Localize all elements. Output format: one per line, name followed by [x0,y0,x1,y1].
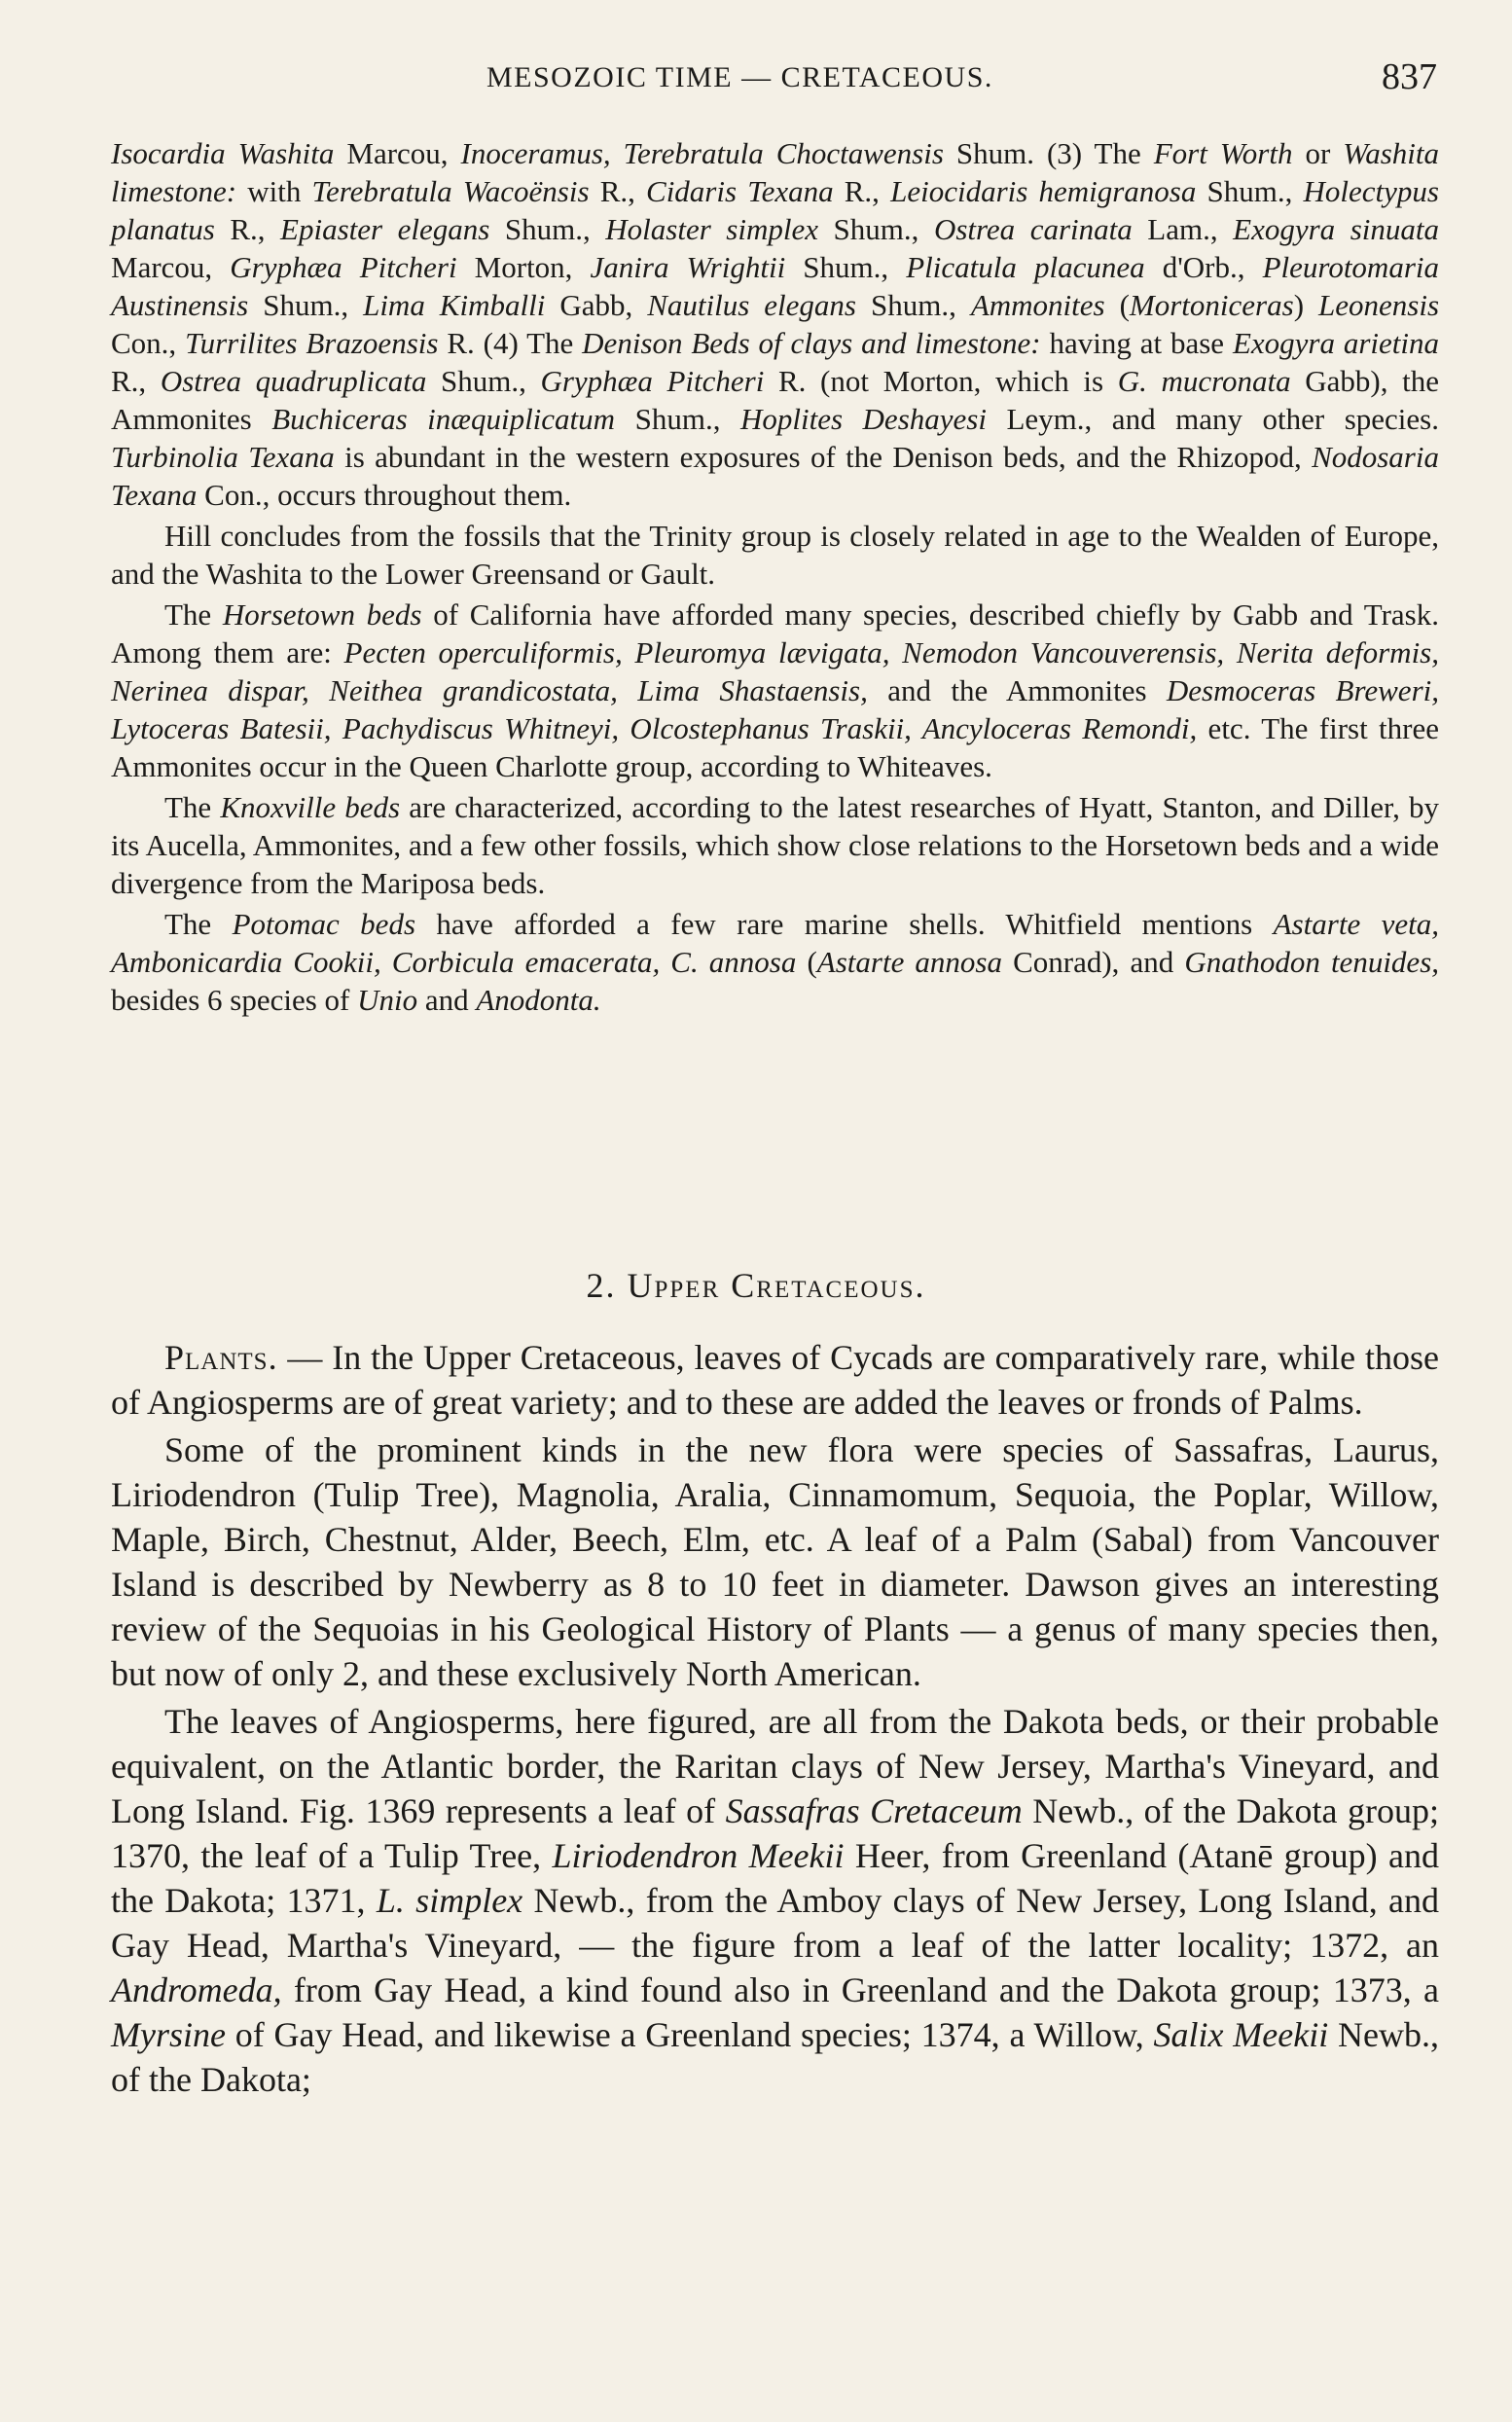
text-run: — In the Upper Cretaceous, leaves of Cycads are comparatively rare, while those of Angiosperms are of great variety; and to these are added the leaves or fronds of Palms. [111,1338,1439,1422]
italic-text: Hoplites Deshayesi [739,402,987,436]
text-run: Shum., [426,364,541,398]
upper-cretaceous-text [111,1335,1439,2102]
text-run: R., [111,364,161,398]
paragraph-body [111,1338,1439,1422]
italic-text: Holaster simplex [605,212,818,246]
text-run: The [164,790,221,824]
italic-text: Gnathodon tenuides, [1184,945,1440,979]
paragraph-lead: Plants. [164,1338,278,1377]
paragraph [111,1335,1439,1425]
italic-text: Knoxville beds [220,790,401,824]
paragraph [111,1428,1439,1696]
text-run: Shum., [248,288,364,322]
text-run: with [236,174,312,208]
italic-text: L. simplex [376,1881,523,1920]
text-run: of California have afforded many species, described chiefly by Gabb and Trask. Among them are: [111,597,1439,669]
italic-text: Horsetown beds [222,597,422,632]
text-run: and [417,983,477,1017]
italic-text: Astarte veta, Ambonicardia Cookii, Corbicula emacerata, C. annosa [111,907,1439,979]
text-run: Some of the prominent kinds in the new flora were species of Sassafras, Laurus, Liriodendron (Tulip Tree), Magnolia, Aralia, Cinnamomum, Sequoia, the Poplar, Willow, Maple, Birch, Chestnut, Alder, Beech, Elm, etc. A leaf of a Palm (Sabal) from Vancouver Island is described by Newberry as 8 to 10 feet in diameter. Dawson gives an interesting review of the Sequoias in his Geological History of Plants — a genus of many species then, but now of only 2, and these exclusively North American. [111,1430,1439,1693]
italic-text: Janira Wrightii [590,250,786,284]
italic-text: Desmoceras Breweri, Lytoceras Batesii, Pachydiscus Whitneyi, Olcostephanus Traskii, Ancyloceras Remondi, [111,673,1439,745]
lower-cretaceous-text [111,134,1439,1019]
text-run: Morton, [456,250,591,284]
page-number: 837 [1382,56,1437,97]
italic-text: Exogyra sinuata [1233,212,1439,246]
italic-text: Mortoniceras [1129,288,1294,322]
italic-text: Washita limestone: [111,136,1440,208]
text-run: is abundant in the western exposures of the Denison beds, and the Rhizopod, [334,440,1313,474]
text-run: The [164,907,233,941]
text-run: ( [796,945,817,979]
text-run: Shum. (3) The [943,136,1154,170]
italic-text: Isocardia Washita [111,136,335,170]
text-run: Shum., [615,402,740,436]
italic-text: Terebratula Wacoënsis [311,174,590,208]
text-run: Gabb, [545,288,648,322]
italic-text: Pecten operculiformis, Pleuromya lævigata, Nemodon Vancouverensis, Nerita deformis, Nerinea dispar, Neithea grandicostata, Lima Shastaensis, [111,635,1439,707]
italic-text: Holectypus planatus [111,174,1439,246]
italic-text: Pleurotomaria Austinensis [111,250,1439,322]
text-run: Newb., of the Dakota; [111,2015,1439,2099]
italic-text: Gryphæa Pitcheri [540,364,765,398]
italic-text: Liriodendron Meekii [552,1836,845,1875]
text-run: R. (not Morton, which is [764,364,1118,398]
text-run: have afforded a few rare marine shells. Whitfield mentions [415,907,1274,941]
italic-text: Leonensis [1318,288,1440,322]
italic-text: Exogyra arietina [1232,326,1439,360]
running-head: MESOZOIC TIME — CRETACEOUS. [486,61,993,93]
text-run: Conrad), and [1002,945,1185,979]
italic-text: Salix Meekii [1153,2015,1329,2054]
italic-text: Inoceramus, Terebratula Choctawensis [460,136,944,170]
text-run: Hill concludes from the fossils that the Trinity group is closely related in age to the Wealden of Europe, and the Washita to the Lower Greensand or Gault. [111,519,1439,591]
italic-text: Fort Worth [1153,136,1293,170]
text-run: Newb., from the Amboy clays of New Jersey, Long Island, and Gay Head, Martha's Vineyard, — the figure from a leaf of the latter locality; 1372, an [111,1881,1439,1965]
paragraph [111,517,1439,593]
text-run: The leaves of Angiosperms, here figured, are all from the Dakota beds, or their probable equivalent, on the Atlantic border, the Raritan clays of New Jersey, Martha's Vineyard, and Long Island. Fig. 1369 represents a leaf of [111,1702,1439,1830]
text-run: d'Orb., [1144,250,1263,284]
paragraph [111,134,1439,514]
italic-text: Buchiceras inæquiplicatum [271,402,616,436]
italic-text: Andromeda, [111,1970,282,2009]
text-run: Con., occurs throughout them. [197,478,572,512]
italic-text: Anodonta. [476,983,601,1017]
italic-text: G. mucronata [1117,364,1291,398]
text-run: ) [1293,288,1319,322]
text-run: Shum., [785,250,907,284]
text-run: having at base [1040,326,1233,360]
page-header [0,54,1512,112]
text-run: or [1292,136,1344,170]
italic-text: Unio [357,983,418,1017]
text-run: besides 6 species of [111,983,358,1017]
text-run: Marcou, [334,136,461,170]
italic-text: Nodosaria Texana [111,440,1439,512]
text-run: R., [589,174,647,208]
italic-text: Cidaris Texana [646,174,834,208]
text-run: Leym., and many other species. [986,402,1439,436]
italic-text: Ostrea quadruplicata [160,364,427,398]
text-run: and the Ammonites [867,673,1167,707]
italic-text: Ostrea carinata [933,212,1133,246]
italic-text: Lima Kimballi [363,288,546,322]
italic-text: Gryphæa Pitcheri [230,250,457,284]
italic-text: Sassafras Cretaceum [725,1791,1023,1830]
text-run: are characterized, according to the latest researches of Hyatt, Stanton, and Diller, by its Aucella, Ammonites, and a few other fossils, which show close relations to the Horsetown beds and a wide divergence from the Mariposa beds. [111,790,1439,900]
paragraph [111,905,1439,1019]
text-run: Marcou, [111,250,231,284]
text-run: Gabb), the Ammonites [111,364,1439,436]
italic-text: Denison Beds of clays and limestone: [582,326,1041,360]
text-run: ( [1104,288,1130,322]
text-run: Shum., [489,212,606,246]
italic-text: Nautilus elegans [647,288,856,322]
text-run: Newb., of the Dakota group; 1370, the leaf of a Tulip Tree, [111,1791,1439,1875]
text-run: Heer, from Greenland (Atanē group) and the Dakota; 1371, [111,1836,1439,1920]
italic-text: Potomac beds [232,907,416,941]
italic-text: Astarte annosa [816,945,1002,979]
italic-text: Plicatula placunea [906,250,1145,284]
text-run: of Gay Head, and likewise a Greenland species; 1374, a Willow, [225,2015,1154,2054]
text-run: Shum., [818,212,934,246]
text-run: R., [214,212,281,246]
italic-text: Leiocidaris hemigranosa [890,174,1197,208]
text-run: etc. The first three Ammonites occur in the Queen Charlotte group, according to Whiteaves. [111,711,1439,783]
italic-text: Epiaster elegans [280,212,490,246]
text-run: R., [833,174,891,208]
text-run: Lam., [1132,212,1234,246]
text-run: The [164,597,223,632]
section-title: 2. Upper Cretaceous. [586,1266,926,1305]
text-run: Con., [111,326,186,360]
paragraph [111,1699,1439,2102]
text-run: from Gay Head, a kind found also in Greenland and the Dakota group; 1373, a [281,1970,1439,2009]
paragraph [111,596,1439,785]
italic-text: Turrilites Brazoensis [185,326,439,360]
italic-text: Turbinolia Texana [111,440,335,474]
text-run: Shum., [1196,174,1304,208]
italic-text: Myrsine [111,2015,226,2054]
paragraph [111,788,1439,902]
text-run: R. (4) The [438,326,583,360]
text-run: Shum., [855,288,971,322]
italic-text: Ammonites [970,288,1105,322]
